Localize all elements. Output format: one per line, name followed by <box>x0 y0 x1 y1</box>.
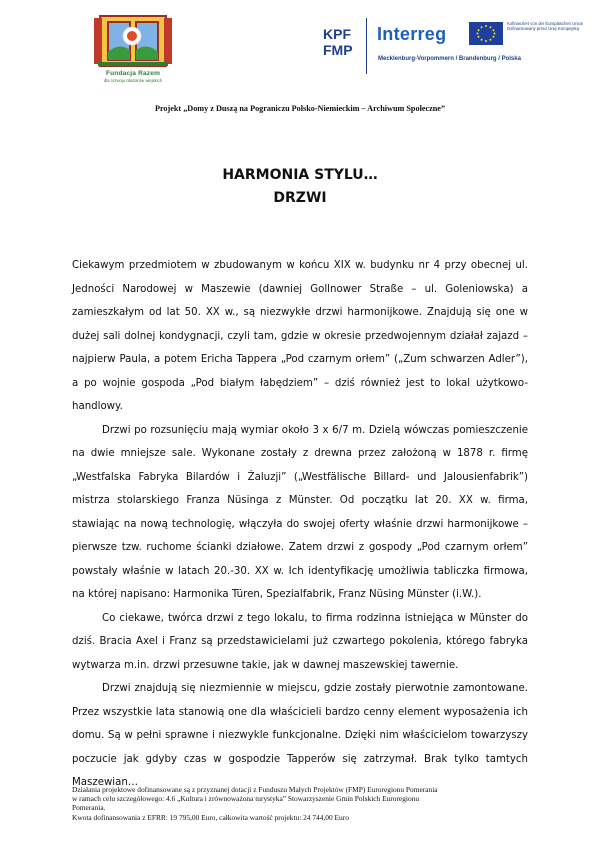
kpf-text: KPF <box>323 26 351 42</box>
footer-line-1: Działania projektowe dofinansowane są z przyznanej dotacji z Funduszu Małych Projektów (FMP) Euroregionu Pomerania <box>72 785 438 794</box>
foundation-name: Fundacja Razem <box>105 70 161 77</box>
interreg-region: Mecklenburg-Vorpommern / Brandenburg / Polska <box>378 56 521 62</box>
window-house-icon <box>94 12 172 68</box>
document-title: HARMONIA STYLU… <box>222 167 378 183</box>
paragraph-3: Co ciekawe, twórca drzwi z tego lokalu, to firma rodzinna istniejąca w Münster do dziś. Bracia Axel i Franz są przedstawicielami już czwartego pokolenia, którego fabryka wytwarza m.in. drzwi przesuwne takie, jak w dawnej maszewskiej tawernie. <box>72 612 528 671</box>
interreg-logo-text: Interreg <box>377 24 447 44</box>
foundation-logo <box>78 12 188 82</box>
eu-flag-icon <box>469 22 503 45</box>
paragraph-4: Drzwi znajdują się niezmiennie w miejscu, gdzie zostały pierwotnie zamontowane. Przez wszystkie lata stanowią one dla właścicieli bardzo cenny element wyposażenia ich domu. Są w pełni sprawne i niezwykle funkcjonalne. Dzięki nim właścicielom towarzyszy poczucie jak gdyby czas w gospodzie Tapperów się zatrzymał. Brak tylko tamtych Maszewian… <box>72 683 528 788</box>
article-body <box>72 254 528 795</box>
paragraph-1: Ciekawym przedmiotem w zbudowanym w końcu XIX w. budynku nr 4 przy obecnej ul. Jedności Narodowej w Maszewie (dawniej Gollnower Straße – ul. Goleniowska) a zamieszkałym od lat 50. XX w., są niezwykłe drzwi harmonijkowe. Znajdują się one w dużej sali dolnej kondygnacji, czyli tam, gdzie w okresie przedwojennym działał zajazd – najpierw Paula, a potem Ericha Tappera „Pod czarnym orłem” („Zum schwarzen Adler”), a po wojnie gospoda „Pod białym łabędziem” – dziś również jest to lokal użytkowo-handlowy. <box>72 260 528 412</box>
foundation-subtitle: dla rozwoju obszarów wiejskich <box>103 78 163 83</box>
eu-text-polish: Dofinansowany przez Unię Europejską <box>507 26 579 31</box>
eu-cofinancing-text <box>507 21 587 31</box>
funding-footer <box>72 785 542 822</box>
logo-divider <box>366 18 367 74</box>
paragraph-2: Drzwi po rozsunięciu mają wymiar około 3 x 6/7 m. Dzielą wówczas pomieszczenie na dwie mniejsze sale. Wykonane zostały z drewna przez założoną w 1878 r. firmę „Westfalska Fabryka Bilardów i Żaluzji” („Westfälische Billard- und Jalousienfabrik”) mistrza stolarskiego Franza Nüsinga z Münster. Od początku lat 20. XX w. firma, stawiając na nową technologię, włączyła do swojej oferty właśnie drzwi harmonijkowe – pierwsze tzw. ruchome ścianki działowe. Zatem drzwi z gospody „Pod czarnym orłem” powstały właśnie w latach 20.-30. XX w. Ich identyfikację umożliwia tabliczka firmowa, na której napisano: Harmonika Türen, Spezialfabrik, Franz Nüsing Münster (i.W.). <box>72 424 528 600</box>
footer-line-4: Kwota dofinansowania z EFRR: 19 795,00 Euro, całkowita wartość projektu: 24 744,00 Euro <box>72 812 349 822</box>
document-subtitle: DRZWI <box>273 190 327 206</box>
fmp-text: FMP <box>323 42 353 58</box>
footer-line-2: w ramach celu szczegółowego: 4.6 „Kultura i zrównoważona turystyka” Stowarzyszenie Gmin Polskich Euroregionu <box>72 794 420 804</box>
eu-text-german: Kofinanziert von der Europäischen Union <box>507 21 584 26</box>
footer-line-3: Pomerania. <box>72 803 106 813</box>
kpf-fmp-logo <box>323 26 353 58</box>
project-title-line: Projekt „Domy z Duszą na Pograniczu Polsko-Niemieckim – Archiwum Społeczne” <box>154 104 446 113</box>
